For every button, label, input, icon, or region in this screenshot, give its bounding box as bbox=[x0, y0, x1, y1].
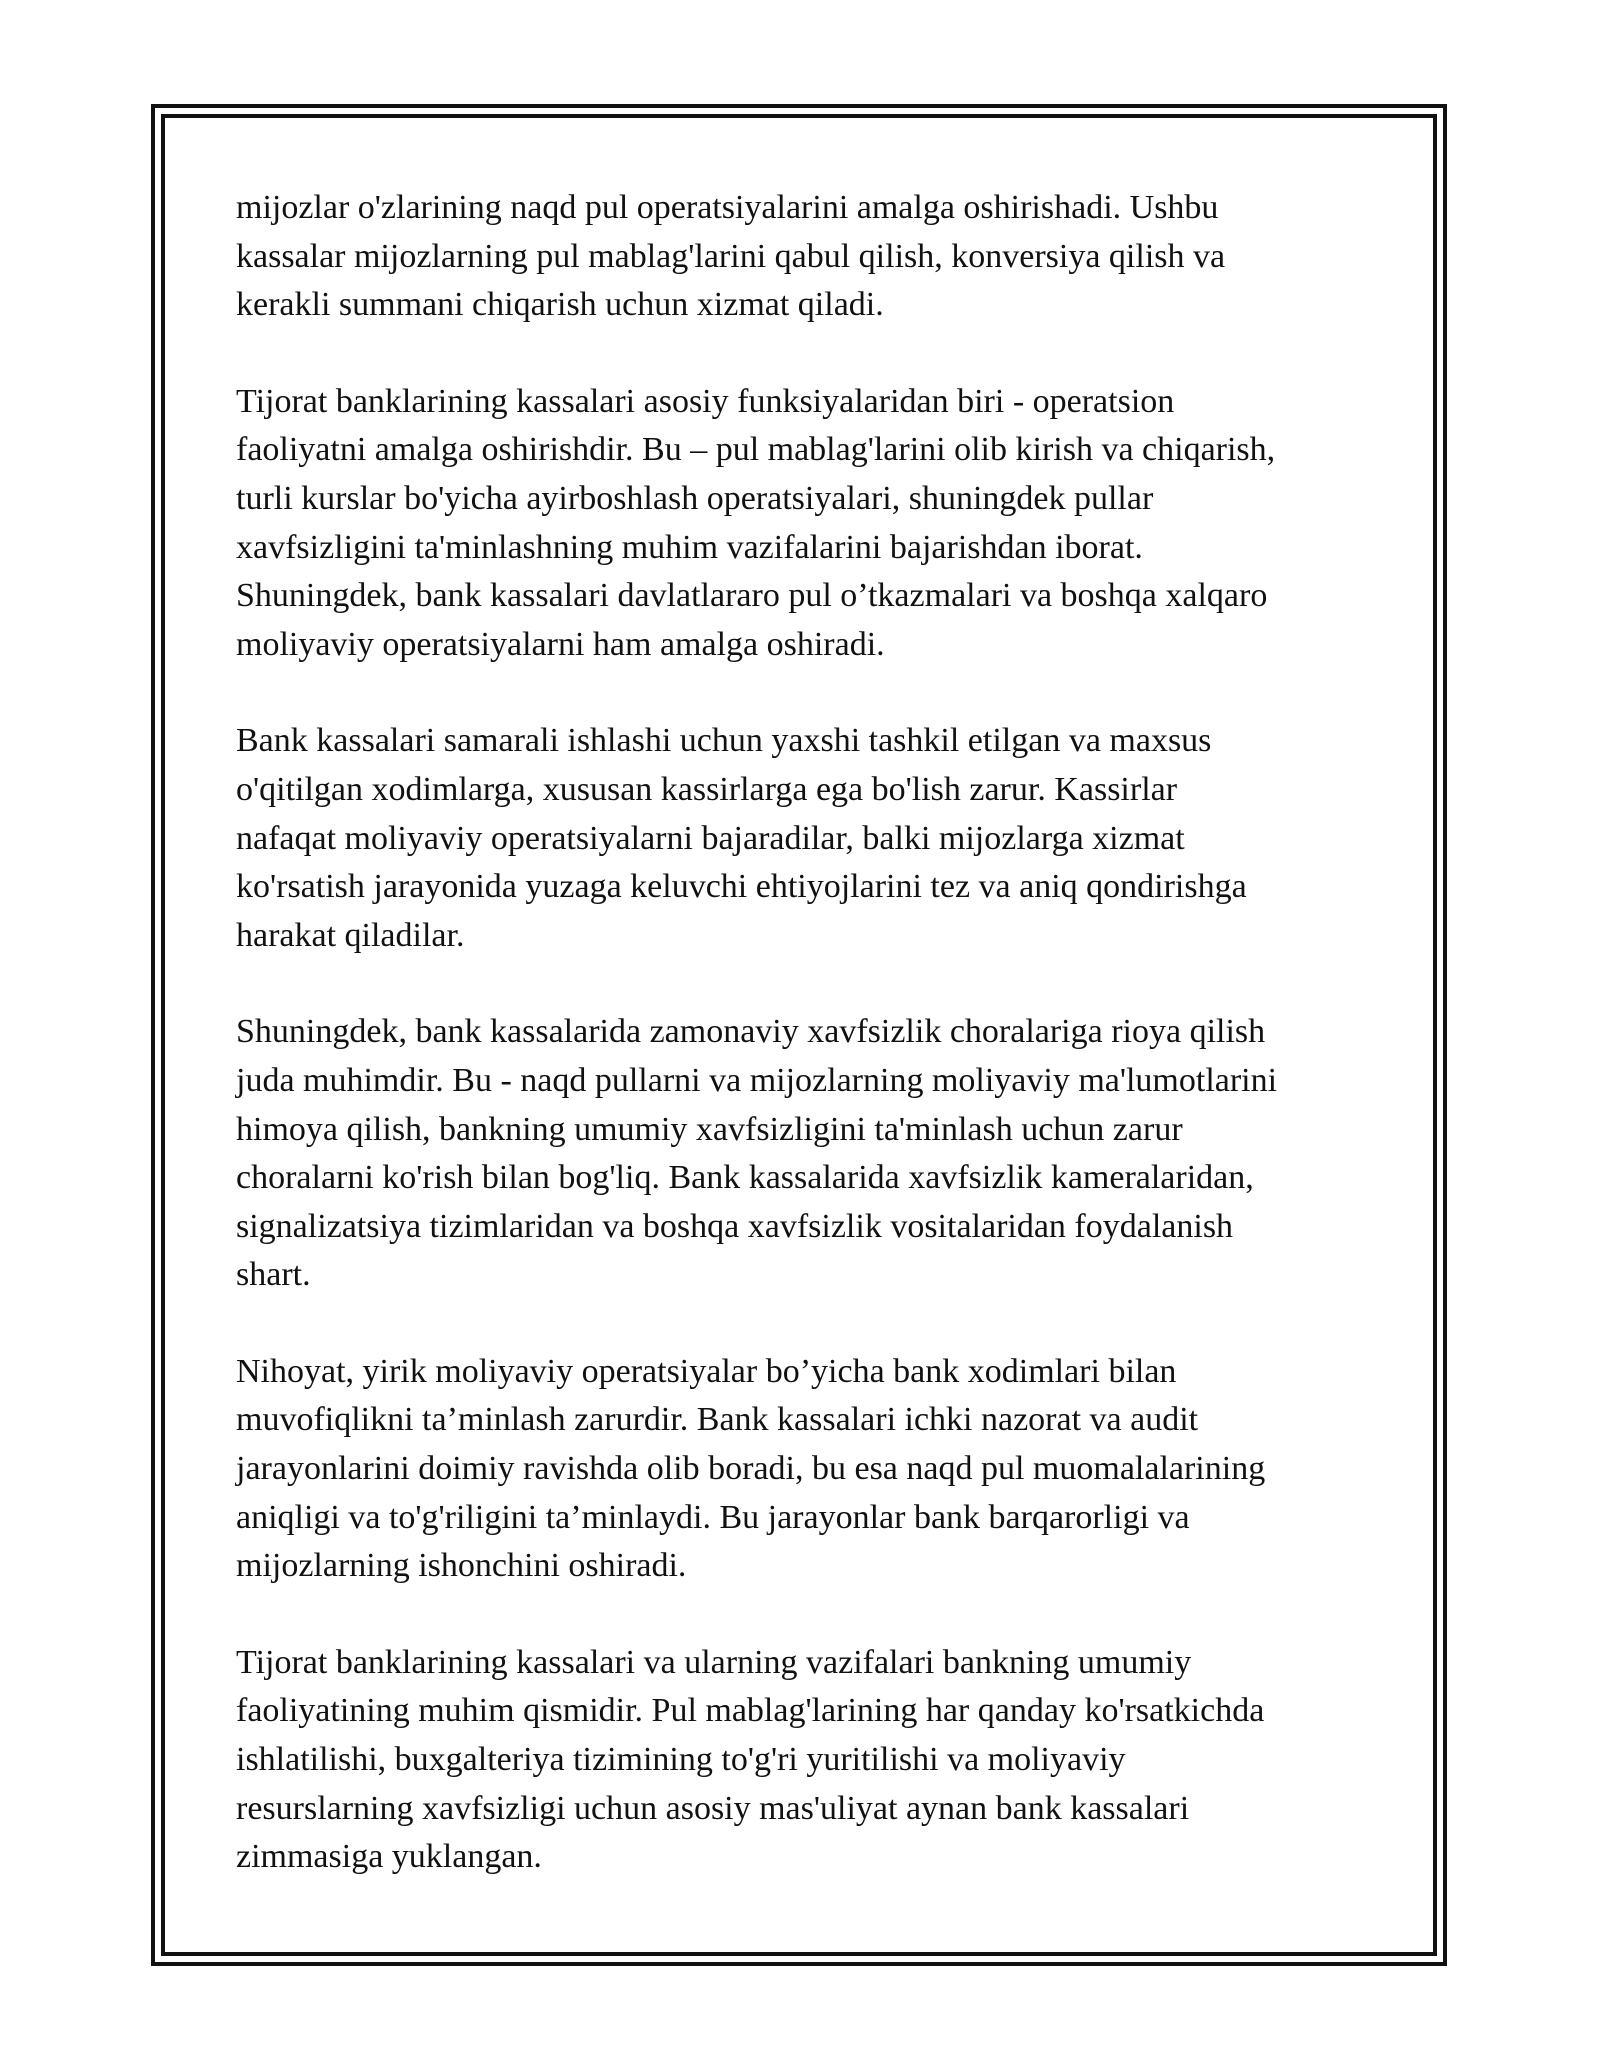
text-line: juda muhimdir. Bu - naqd pullarni va mijozlarning moliyaviy ma'lumotlarini bbox=[236, 1061, 1278, 1099]
text-line: Shuningdek, bank kassalari davlatlararo pul o’tkazmalari va boshqa xalqaro bbox=[236, 577, 1268, 615]
text-line: himoya qilish, bankning umumiy xavfsizligini ta'minlash uchun zarur bbox=[236, 1110, 1183, 1148]
text-line: choralarni ko'rish bilan bog'liq. Bank kassalarida xavfsizlik kameralaridan, bbox=[236, 1159, 1254, 1197]
text-line: resurslarning xavfsizligi uchun asosiy mas'uliyat aynan bank kassalari bbox=[236, 1789, 1190, 1827]
text-line: faoliyatni amalga oshirishdir. Bu – pul mablag'larini olib kirish va chiqarish, bbox=[236, 431, 1276, 469]
text-line: ishlatilishi, buxgalteriya tizimining to'g'ri yuritilishi va moliyaviy bbox=[236, 1741, 1126, 1779]
paragraph-3 bbox=[236, 717, 1376, 960]
text-line: Nihoyat, yirik moliyaviy operatsiyalar bo’yicha bank xodimlari bilan bbox=[236, 1352, 1177, 1390]
paragraph-5 bbox=[236, 1348, 1376, 1591]
text-line: turli kurslar bo'yicha ayirboshlash operatsiyalari, shuningdek pullar bbox=[236, 479, 1154, 517]
text-line: Tijorat banklarining kassalari asosiy funksiyalaridan biri - operatsion bbox=[236, 382, 1175, 420]
text-line: kassalar mijozlarning pul mablag'larini qabul qilish, konversiya qilish va bbox=[236, 237, 1226, 275]
text-line: kerakli summani chiqarish uchun xizmat qiladi. bbox=[236, 286, 884, 324]
text-line: shart. bbox=[236, 1256, 311, 1294]
text-line: nafaqat moliyaviy operatsiyalarni bajaradilar, balki mijozlarga xizmat bbox=[236, 819, 1185, 857]
text-line: Bank kassalari samarali ishlashi uchun yaxshi tashkil etilgan va maxsus bbox=[236, 722, 1212, 760]
text-line: mijozlar o'zlarining naqd pul operatsiyalarini amalga oshirishadi. Ushbu bbox=[236, 189, 1219, 226]
text-line: xavfsizligini ta'minlashning muhim vazifalarini bajarishdan iborat. bbox=[236, 528, 1143, 566]
paragraph-2 bbox=[236, 378, 1376, 670]
text-line: jarayonlarini doimiy ravishda olib boradi, bu esa naqd pul muomalalarining bbox=[236, 1450, 1266, 1488]
text-line: aniqligi va to'g'riligini ta’minlaydi. Bu jarayonlar bank barqarorligi va bbox=[236, 1498, 1190, 1536]
text-line: Tijorat banklarining kassalari va ularning vazifalari bankning umumiy bbox=[236, 1643, 1192, 1681]
text-line: ko'rsatish jarayonida yuzaga keluvchi ehtiyojlarini tez va aniq qondirishga bbox=[236, 868, 1247, 906]
paragraph-1 bbox=[236, 184, 1376, 330]
text-line: signalizatsiya tizimlaridan va boshqa xavfsizlik vositalaridan foydalanish bbox=[236, 1207, 1234, 1245]
text-line: o'qitilgan xodimlarga, xususan kassirlarga ega bo'lish zarur. Kassirlar bbox=[236, 770, 1178, 808]
text-line: moliyaviy operatsiyalarni ham amalga oshiradi. bbox=[236, 625, 885, 663]
paragraph-6 bbox=[236, 1639, 1376, 1882]
text-line: faoliyatining muhim qismidir. Pul mablag'larining har qanday ko'rsatkichda bbox=[236, 1692, 1265, 1730]
text-line: Shuningdek, bank kassalarida zamonaviy xavfsizlik choralariga rioya qilish bbox=[236, 1013, 1266, 1051]
text-line: mijozlarning ishonchini oshiradi. bbox=[236, 1547, 687, 1585]
document-body bbox=[236, 184, 1376, 1930]
text-line: muvofiqlikni ta’minlash zarurdir. Bank kassalari ichki nazorat va audit bbox=[236, 1401, 1199, 1439]
text-line: harakat qiladilar. bbox=[236, 916, 465, 954]
text-line: zimmasiga yuklangan. bbox=[236, 1838, 542, 1876]
paragraph-4 bbox=[236, 1008, 1376, 1300]
